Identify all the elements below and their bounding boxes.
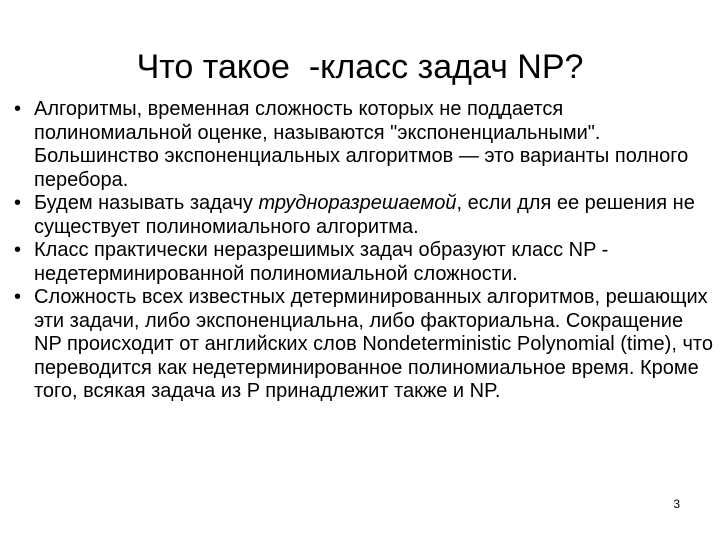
bullet-marker [14,98,28,122]
page-number: 3 [673,497,680,511]
bullet-text-before: Будем называть задачу [34,192,259,214]
bullet-item [14,239,714,286]
bullet-list [14,98,714,404]
slide-title: Что такое -класс задач NP? [136,48,584,86]
bullet-marker [14,286,28,310]
bullet-text: Алгоритмы, временная сложность которых не поддается полиномиальной оценке, называются "экспоненциальными". Большинство экспоненциальных алгоритмов — это варианты полного перебора. [34,98,689,191]
bullet-item [14,286,714,404]
bullet-item [14,98,714,192]
bullet-marker [14,239,28,263]
bullet-marker [14,192,28,216]
bullet-item [14,192,714,239]
bullet-text: Сложность всех известных детерминированных алгоритмов, решающих эти задачи, либо экспоненциальна, либо факториальна. Сокращение NP происходит от английских слов Nondeterministic Polynomial (time), что переводится как недетерминированное полиномиальное время. Кроме того, всякая задача из P принадлежит также и NP. [34,286,713,402]
bullet-text: Класс практически неразрешимых задач образуют класс NP - недетерминированной полиномиальной сложности. [34,239,609,285]
bullet-emphasis: трудноразрешаемой [258,192,457,214]
bullet-text-after: , если для ее решения не существует полиномиального алгоритма. [34,192,695,238]
